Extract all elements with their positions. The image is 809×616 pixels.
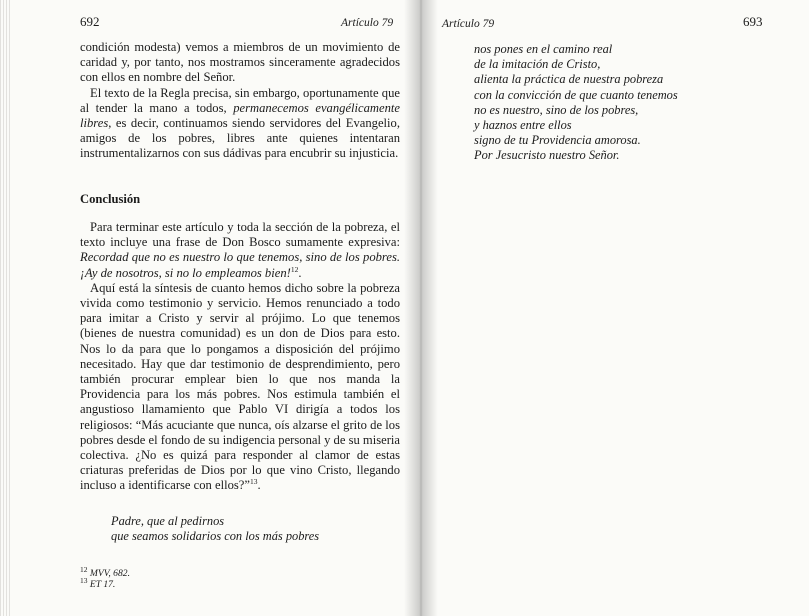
prayer-line: que seamos solidarios con los más pobres [111,529,320,544]
paragraph-3: Para terminar este artículo y toda la sección de la pobreza, el texto incluye una frase de Don Bosco sumamente expresiva: Recordad que no es nuestro lo que tenemos, sino de los pobres. ¡Ay de nosotros, si no lo empleamos bien!$^{12}$. [80,220,400,280]
page-number-left: 692 [80,14,100,29]
prayer-line: de la imitación de Cristo, [474,57,601,72]
footnote: $^{13}$ ET 17. [80,575,116,590]
prayer-left [111,514,319,544]
prayer-line: signo de tu Providencia amorosa. [474,133,641,148]
footnote-ref-12: 12 [290,264,299,274]
binding-edge [0,0,10,616]
footnote-ref-13: 13 [249,477,258,487]
left-body-top [80,40,400,162]
prayer-line: Padre, que al pedirnos [111,514,225,528]
running-head-left: Artículo 79 [341,17,394,29]
right-page [420,0,809,616]
section-heading: Conclusión [80,192,141,206]
prayer-line: con la convicción de que cuanto tenemos [474,87,678,102]
paragraph-2: El texto de la Regla precisa, sin embargo, oportunamente que al tender la mano a todos, permanecemos evangélicamente libres, es decir, continuamos siendo servidores del Evangelio, amigos de los pobres, libres ante quienes intentaran instrumentalizarnos con sus dádivas para encubrir su injusticia. [80,85,400,161]
prayer-line: y haznos entre ellos [474,118,572,133]
prayer-right [474,42,678,164]
prayer-line: alienta la práctica de nuestra pobreza [474,72,664,87]
page-number-right: 693 [743,14,763,29]
footnotes [80,564,130,590]
prayer-line: no es nuestro, sino de los pobres, [474,102,639,117]
paragraph-1: condición modesta) vemos a miembros de un movimiento de caridad y, por tanto, nos mostramos sinceramente agradecidos con ellos en nombre del Señor. [80,40,400,85]
footnote: $^{12}$ MVV, 682. [80,564,130,579]
book-gutter [404,0,438,616]
paragraph-4: Aquí está la síntesis de cuanto hemos dicho sobre la pobreza vivida como testimonio y servicio. Hemos renunciado a todo para imitar a Cristo y servir al prójimo. Lo que tenemos (bienes de nuestra comunidad) es un don de Dios para esto. Nos lo da para que lo pongamos a disposición del prójimo necesitado. Hay que dar testimonio de desprendimiento, pero también procurar emplear bien lo que nos manda la Providencia para los más pobres. Nos estimula también el angustioso llamamiento que Pablo VI dirigía a todos los religiosos: “Más acuciante que nunca, oís alzarse el grito de los pobres desde el fondo de su indigencia personal y de su miseria colectiva. ¿No es quizá para responder al clamor de estas criaturas preferidas de Dios por lo que vino Cristo, llegando incluso a identificarse con ellos?”$^{13}$. [80,280,401,493]
running-head-right: Artículo 79 [442,18,495,30]
left-body-bottom [80,220,400,494]
prayer-line: nos pones en el camino real [474,42,613,56]
prayer-line: Por Jesucristo nuestro Señor. [474,148,620,163]
